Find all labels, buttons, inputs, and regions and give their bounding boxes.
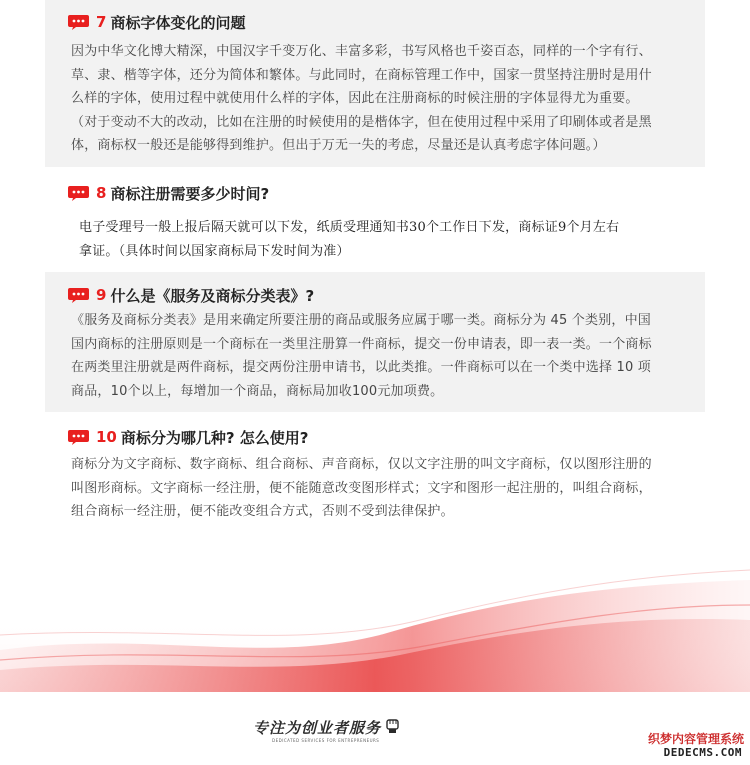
faq-line: 国内商标的注册原则是一个商标在一类里注册算一件商标，提交一份申请表，即一表一类。一个商标 — [71, 336, 652, 352]
faq-number: 7 — [96, 13, 107, 31]
watermark-en: DEDECMS.COM — [663, 746, 742, 759]
faq-body — [71, 40, 689, 158]
footer-slogan: 专注为创业者服务 — [253, 719, 382, 737]
faq-heading-9 — [68, 282, 689, 308]
speech-bubble-icon — [68, 15, 89, 30]
faq-title: 什么是《服务及商标分类表》? — [110, 286, 315, 305]
faq-line: 草、隶、楷等字体，还分为简体和繁体。与此同时，在商标管理工作中，国家一贯坚持注册时是用什 — [71, 67, 652, 83]
faq-body — [71, 216, 689, 263]
faq-line: 体，商标权一般还是能够得到维护。但出于万无一失的考虑，尽量还是认真考虑字体问题。） — [71, 138, 606, 153]
faq-line: 因为中华文化博大精深，中国汉字千变万化、丰富多彩，书写风格也千姿百态，同样的一个字有行、 — [71, 44, 652, 59]
faq-heading-7 — [68, 9, 689, 35]
footer-slogan-en: DEDICATED SERVICES FOR ENTREPRENEURS — [272, 738, 380, 743]
faq-section-7 — [45, 0, 705, 167]
decorative-wave — [0, 560, 750, 700]
faq-line: 叫图形商标。文字商标一经注册，便不能随意改变图形样式；文字和图形一起注册的，叫组合商标， — [71, 480, 652, 496]
faq-heading-10 — [68, 424, 689, 450]
faq-title: 商标分为哪几种? 怎么使用? — [120, 428, 309, 447]
faq-line: 组合商标一经注册，便不能改变组合方式，否则不受到法律保护。 — [71, 504, 454, 519]
faq-line: 拿证。（具体时间以国家商标局下发时间为准） — [79, 243, 350, 259]
faq-heading-8 — [68, 180, 689, 206]
watermark-cn: 织梦内容管理系统 — [647, 732, 744, 746]
faq-body — [71, 309, 689, 403]
speech-bubble-icon — [68, 186, 89, 201]
speech-bubble-icon — [68, 430, 89, 445]
faq-section-10 — [45, 416, 705, 526]
faq-title: 商标注册需要多少时间? — [110, 184, 270, 203]
faq-line: （对于变动不大的改动，比如在注册的时候使用的是楷体字，但在使用过程中采用了印刷体或者是黑 — [71, 114, 652, 130]
speech-bubble-icon — [68, 288, 89, 303]
faq-body — [71, 453, 689, 524]
faq-line: 在两类里注册就是两件商标，提交两份注册申请书，以此类推。一件商标可以在一个类中选择 10 项 — [71, 360, 652, 375]
faq-line: 么样的字体，使用过程中就使用什么样的字体，因此在注册商标的时候注册的字体显得尤为重要。 — [71, 91, 639, 106]
faq-line: 《服务及商标分类表》是用来确定所要注册的商品或服务应属于哪一类。商标分为 45 个类别，中国 — [71, 313, 652, 328]
faq-number: 10 — [96, 428, 117, 446]
faq-section-9 — [45, 272, 705, 412]
faq-line: 商品，10个以上，每增加一个商品，商标局加收100元加项费。 — [71, 383, 444, 399]
faq-line: 电子受理号一般上报后隔天就可以下发，纸质受理通知书30个工作日下发，商标证9个月左右 — [79, 220, 620, 235]
faq-number: 8 — [96, 184, 107, 202]
fist-icon — [385, 716, 401, 734]
faq-title: 商标字体变化的问题 — [110, 13, 246, 32]
faq-section-8 — [45, 172, 705, 270]
faq-number: 9 — [96, 286, 107, 304]
faq-line: 商标分为文字商标、数字商标、组合商标、声音商标，仅以文字注册的叫文字商标，仅以图形注册的 — [71, 457, 652, 472]
